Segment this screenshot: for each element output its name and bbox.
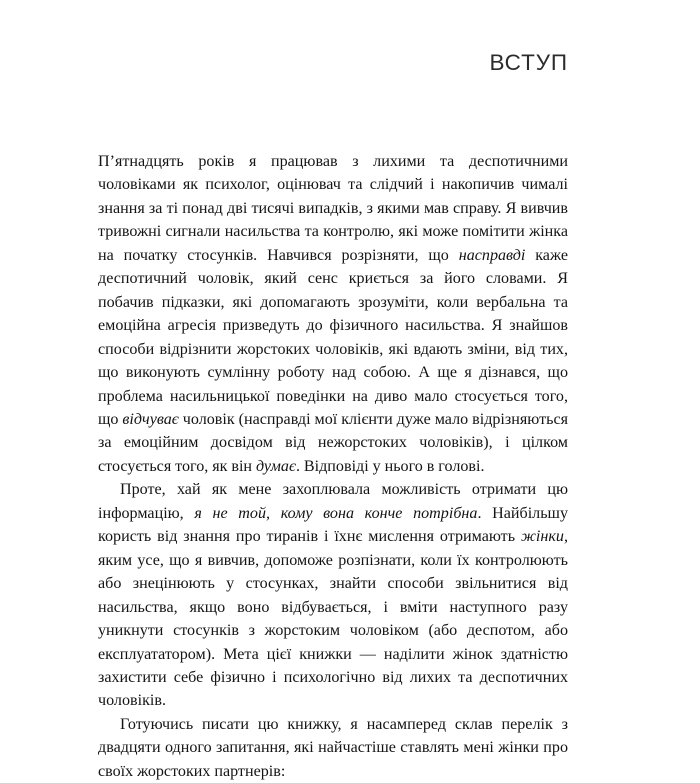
- chapter-heading: [98, 52, 568, 75]
- emphasis-text: відчуває: [122, 410, 179, 428]
- paragraph: [98, 478, 568, 713]
- body-text: чоловік (насправді мої клієнти дуже мало відрізняються за емоційним досвідом від нежорстоких чоловіків), і цілком стосується того, як він: [98, 410, 568, 475]
- emphasis-text: думає: [255, 457, 296, 475]
- body-text: , яким усе, що я вивчив, допоможе розпізнати, коли їх контролюють або знецінюють у стосунках, знайти способи звільнитися від насильства, якщо воно відбувається, і вміти наступного разу уникнути стосунків з жорстоким чоловіком (або деспотом, або експлуататором). Мета цієї книжки — наділити жінок здатністю захистити себе фізично і психологічно від лихих та деспотичних чоловіків.: [98, 528, 568, 710]
- emphasis-text: насправді: [458, 246, 526, 264]
- body-text: каже деспотичний чоловік, який сенс криється за його словами. Я побачив підказки, які допомагають зрозуміти, коли вербальна та емоційна агресія призведуть до фізичного насильства. Я знайшов способи відрізнити жорстоких чоловіків, які вдають зміни, від тих, що виконують сумлінну роботу над собою. А ще я дізнався, що проблема насильницької поведінки на диво мало стосується того, що: [98, 246, 568, 428]
- body-text: Проте, хай як мене захоплювала можливість отримати цю інформацію,: [98, 481, 568, 522]
- body-text-block: [98, 150, 568, 783]
- body-text: Готуючись писати цю книжку, я насамперед склав перелік з двадцяти одного запитання, які найчастіше ставлять мені жінки про своїх жорстоких партнерів:: [98, 715, 568, 780]
- page-title: ВСТУП: [489, 50, 568, 75]
- emphasis-text: я не той, кому вона конче потрібна: [194, 504, 478, 522]
- emphasis-text: жінки: [520, 528, 564, 546]
- paragraph: [98, 713, 568, 783]
- paragraph: [98, 150, 568, 478]
- body-text: П’ятнадцять років я працював з лихими та деспотичними чоловіками як психолог, оцінювач та слідчий і накопичив чималі знання за ті понад дві тисячі випадків, з якими мав справу. Я вивчив тривожні сигнали насильства та контролю, які може помітити жінка на початку стосунків. Навчився розрізняти, що: [98, 153, 568, 264]
- body-text: . Найбільшу користь від знання про тиранів і їхнє мислення отримають: [98, 504, 568, 546]
- body-text: . Відповіді у нього в голові.: [295, 457, 485, 475]
